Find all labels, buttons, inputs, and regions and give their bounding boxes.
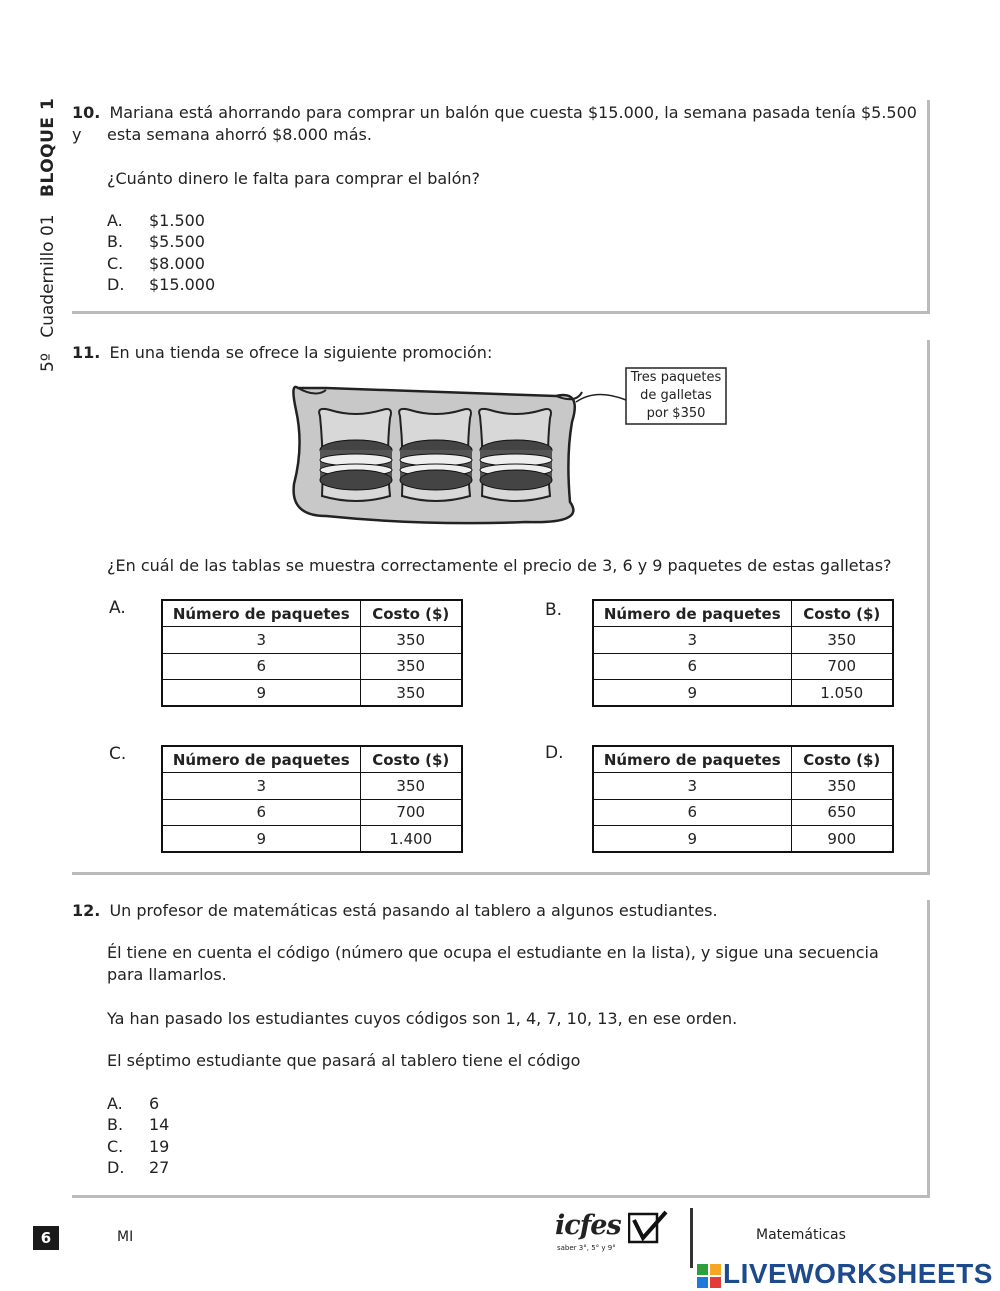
side-label xyxy=(38,98,58,372)
table-option-a: Número de paquetes Costo ($) 3 350 6 350 9 350 xyxy=(161,599,463,707)
option-c[interactable]: C. $8.000 xyxy=(107,254,205,273)
question-paragraph-2: Ya han pasado los estudiantes cuyos códigos son 1, 4, 7, 10, 13, en ese orden. xyxy=(107,1009,738,1028)
footer-divider xyxy=(690,1208,693,1268)
question-text-cont: esta semana ahorró $8.000 más. xyxy=(107,125,372,144)
liveworksheets-brand: LIVEWORKSHEETS xyxy=(697,1258,993,1290)
option-d-label[interactable]: D. xyxy=(545,743,564,763)
option-d[interactable]: D. $15.000 xyxy=(107,275,216,294)
option-c[interactable]: C. 19 xyxy=(107,1137,170,1156)
question-12 xyxy=(72,900,930,1198)
question-number: 10. xyxy=(72,103,101,122)
block-label: BLOQUE 1 xyxy=(38,97,58,197)
option-b[interactable]: B. 14 xyxy=(107,1115,170,1134)
question-text: En una tienda se ofrece la siguiente promoción: xyxy=(109,343,493,362)
question-text: Un profesor de matemáticas está pasando al tablero a algunos estudiantes. xyxy=(109,901,718,920)
option-d[interactable]: D. 27 xyxy=(107,1158,170,1177)
promo-callout: Tres paquetes de galletas por $350 xyxy=(630,370,722,421)
page-number: 6 xyxy=(33,1226,59,1250)
option-b-label[interactable]: B. xyxy=(545,600,563,620)
booklet-label: Cuadernillo 01 xyxy=(38,214,58,338)
question-prompt: ¿Cuánto dinero le falta para comprar el balón? xyxy=(107,169,481,188)
checkmark-icon xyxy=(628,1210,670,1244)
grade-label: 5º xyxy=(38,353,58,372)
option-b[interactable]: B. $5.500 xyxy=(107,232,205,251)
question-paragraph-1: Él tiene en cuenta el código (número que ocupa el estudiante en la lista), y sigue una secuencia xyxy=(107,943,879,962)
question-11 xyxy=(72,340,930,875)
table-option-d: Número de paquetes Costo ($) 3 350 6 650 9 900 xyxy=(592,745,894,853)
question-10 xyxy=(72,100,930,314)
liveworksheets-logo-icon xyxy=(697,1264,721,1288)
icfes-subtitle: saber 3°, 5° y 9° xyxy=(557,1244,616,1252)
option-c-label[interactable]: C. xyxy=(109,744,127,764)
question-prompt: El séptimo estudiante que pasará al tablero tiene el código xyxy=(107,1051,581,1070)
booklet-code: MI xyxy=(117,1229,134,1245)
option-a[interactable]: A. $1.500 xyxy=(107,211,205,230)
cookie-stack-1 xyxy=(319,409,392,501)
question-number: 11. xyxy=(72,343,101,362)
cookie-stack-3 xyxy=(479,409,552,501)
question-paragraph-1-cont: para llamarlos. xyxy=(107,965,227,984)
subject-label: Matemáticas xyxy=(756,1227,846,1243)
table-option-c: Número de paquetes Costo ($) 3 350 6 700 9 1.400 xyxy=(161,745,463,853)
cookie-stack-2 xyxy=(399,409,472,501)
option-a[interactable]: A. 6 xyxy=(107,1094,160,1113)
option-a-label[interactable]: A. xyxy=(109,598,126,618)
icfes-logo: icfes saber 3°, 5° y 9° xyxy=(555,1210,670,1244)
question-prompt: ¿En cuál de las tablas se muestra correctamente el precio de 3, 6 y 9 paquetes de estas galletas? xyxy=(107,556,892,575)
question-number: 12. xyxy=(72,901,101,920)
table-option-b: Número de paquetes Costo ($) 3 350 6 700 9 1.050 xyxy=(592,599,894,707)
question-text: Mariana está ahorrando para comprar un balón que cuesta $15.000, la semana pasada tenía $5.500 y xyxy=(72,103,917,144)
